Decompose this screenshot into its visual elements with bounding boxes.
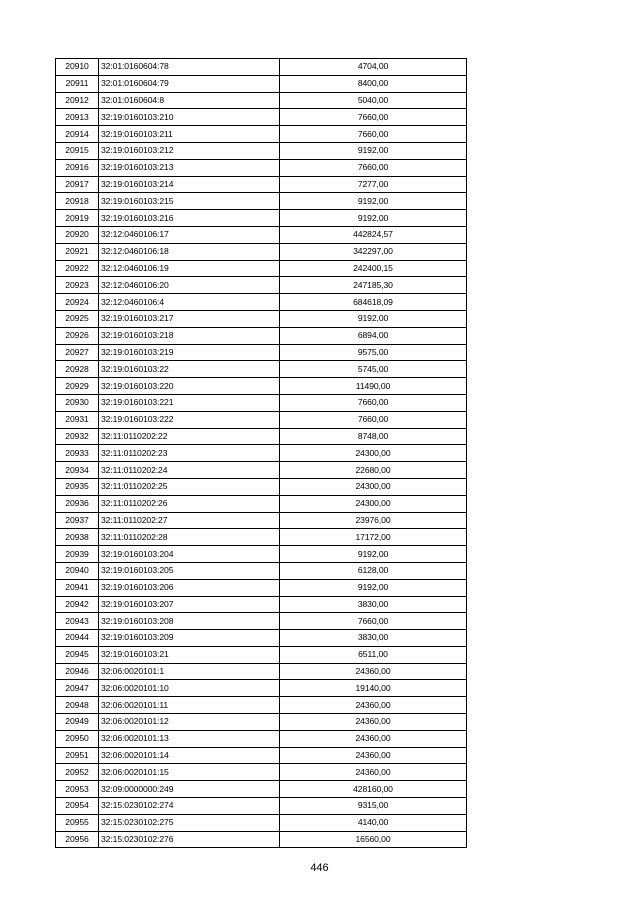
row-number-cell: 20949: [56, 714, 99, 731]
cadastral-value-cell: 7660,00: [280, 126, 467, 143]
table-row: [56, 798, 467, 815]
row-number-cell: 20955: [56, 814, 99, 831]
row-number-cell: 20915: [56, 142, 99, 159]
cadastral-value-cell: 7660,00: [280, 109, 467, 126]
cadastral-number-cell: 32:19:0160103:208: [99, 613, 280, 630]
table-row: [56, 92, 467, 109]
cadastral-value-cell: 7660,00: [280, 411, 467, 428]
cadastral-number-cell: 32:01:0160604:8: [99, 92, 280, 109]
cadastral-value-cell: 8748,00: [280, 428, 467, 445]
table-row: [56, 697, 467, 714]
cadastral-value-cell: 9192,00: [280, 579, 467, 596]
cadastral-number-cell: 32:01:0160604:79: [99, 75, 280, 92]
row-number-cell: 20938: [56, 529, 99, 546]
row-number-cell: 20926: [56, 327, 99, 344]
cadastral-value-cell: 9575,00: [280, 344, 467, 361]
cadastral-number-cell: 32:11:0110202:23: [99, 445, 280, 462]
cadastral-number-cell: 32:19:0160103:210: [99, 109, 280, 126]
cadastral-number-cell: 32:19:0160103:211: [99, 126, 280, 143]
cadastral-number-cell: 32:12:0460106:19: [99, 260, 280, 277]
table-row: [56, 294, 467, 311]
row-number-cell: 20924: [56, 294, 99, 311]
table-row: [56, 714, 467, 731]
row-number-cell: 20935: [56, 478, 99, 495]
cadastral-value-cell: 342297,00: [280, 243, 467, 260]
table-row: [56, 210, 467, 227]
row-number-cell: 20925: [56, 310, 99, 327]
cadastral-value-cell: 11490,00: [280, 378, 467, 395]
row-number-cell: 20944: [56, 630, 99, 647]
cadastral-number-cell: 32:15:0230102:275: [99, 814, 280, 831]
cadastral-value-cell: 8400,00: [280, 75, 467, 92]
cadastral-number-cell: 32:19:0160103:214: [99, 176, 280, 193]
row-number-cell: 20930: [56, 394, 99, 411]
table-row: [56, 176, 467, 193]
row-number-cell: 20928: [56, 361, 99, 378]
cadastral-number-cell: 32:11:0110202:24: [99, 462, 280, 479]
row-number-cell: 20942: [56, 596, 99, 613]
row-number-cell: 20929: [56, 378, 99, 395]
cadastral-number-cell: 32:12:0460106:18: [99, 243, 280, 260]
cadastral-number-cell: 32:19:0160103:209: [99, 630, 280, 647]
row-number-cell: 20923: [56, 277, 99, 294]
table-row: [56, 428, 467, 445]
cadastral-number-cell: 32:09:0000000:249: [99, 781, 280, 798]
row-number-cell: 20913: [56, 109, 99, 126]
table-row: [56, 495, 467, 512]
cadastral-number-cell: 32:06:0020101:15: [99, 764, 280, 781]
table-row: [56, 378, 467, 395]
cadastral-value-cell: 3830,00: [280, 630, 467, 647]
cadastral-number-cell: 32:19:0160103:204: [99, 546, 280, 563]
cadastral-number-cell: 32:19:0160103:216: [99, 210, 280, 227]
row-number-cell: 20932: [56, 428, 99, 445]
cadastral-value-cell: 19140,00: [280, 680, 467, 697]
cadastral-number-cell: 32:15:0230102:276: [99, 831, 280, 848]
cadastral-number-cell: 32:06:0020101:11: [99, 697, 280, 714]
row-number-cell: 20946: [56, 663, 99, 680]
cadastral-value-cell: 3830,00: [280, 596, 467, 613]
table-row: [56, 831, 467, 848]
cadastral-value-cell: 684618,09: [280, 294, 467, 311]
cadastral-number-cell: 32:11:0110202:27: [99, 512, 280, 529]
cadastral-value-cell: 247185,30: [280, 277, 467, 294]
cadastral-value-cell: 9192,00: [280, 546, 467, 563]
row-number-cell: 20941: [56, 579, 99, 596]
cadastral-value-cell: 9192,00: [280, 310, 467, 327]
table-row: [56, 529, 467, 546]
row-number-cell: 20922: [56, 260, 99, 277]
row-number-cell: 20920: [56, 226, 99, 243]
table-row: [56, 546, 467, 563]
table-row: [56, 243, 467, 260]
cadastral-number-cell: 32:19:0160103:220: [99, 378, 280, 395]
cadastral-value-cell: 24300,00: [280, 478, 467, 495]
row-number-cell: 20921: [56, 243, 99, 260]
row-number-cell: 20936: [56, 495, 99, 512]
cadastral-value-cell: 5040,00: [280, 92, 467, 109]
row-number-cell: 20937: [56, 512, 99, 529]
cadastral-number-cell: 32:11:0110202:25: [99, 478, 280, 495]
cadastral-value-cell: 442824,57: [280, 226, 467, 243]
table-row: [56, 159, 467, 176]
row-number-cell: 20927: [56, 344, 99, 361]
table-body: [56, 59, 467, 848]
cadastral-number-cell: 32:15:0230102:274: [99, 798, 280, 815]
row-number-cell: 20910: [56, 59, 99, 76]
cadastral-number-cell: 32:19:0160103:219: [99, 344, 280, 361]
row-number-cell: 20914: [56, 126, 99, 143]
row-number-cell: 20918: [56, 193, 99, 210]
cadastral-number-cell: 32:19:0160103:21: [99, 646, 280, 663]
cadastral-value-cell: 242400,15: [280, 260, 467, 277]
cadastral-value-cell: 16560,00: [280, 831, 467, 848]
cadastral-number-cell: 32:19:0160103:222: [99, 411, 280, 428]
row-number-cell: 20954: [56, 798, 99, 815]
row-number-cell: 20947: [56, 680, 99, 697]
cadastral-value-cell: 24360,00: [280, 714, 467, 731]
cadastral-value-cell: 23976,00: [280, 512, 467, 529]
cadastral-value-cell: 9192,00: [280, 210, 467, 227]
page-number: 446: [310, 862, 329, 874]
cadastral-value-cell: 7660,00: [280, 159, 467, 176]
table-row: [56, 226, 467, 243]
cadastral-value-cell: 428160,00: [280, 781, 467, 798]
cadastral-value-cell: 24360,00: [280, 764, 467, 781]
table-row: [56, 579, 467, 596]
table-row: [56, 310, 467, 327]
cadastral-value-cell: 24360,00: [280, 747, 467, 764]
cadastral-value-cell: 7660,00: [280, 394, 467, 411]
cadastral-number-cell: 32:06:0020101:12: [99, 714, 280, 731]
table-row: [56, 462, 467, 479]
table-row: [56, 142, 467, 159]
table-row: [56, 277, 467, 294]
table-row: [56, 680, 467, 697]
cadastral-value-cell: 24360,00: [280, 663, 467, 680]
row-number-cell: 20939: [56, 546, 99, 563]
table-row: [56, 344, 467, 361]
cadastral-number-cell: 32:06:0020101:10: [99, 680, 280, 697]
cadastral-number-cell: 32:06:0020101:14: [99, 747, 280, 764]
table-row: [56, 630, 467, 647]
row-number-cell: 20934: [56, 462, 99, 479]
cadastral-value-cell: 5745,00: [280, 361, 467, 378]
table-row: [56, 562, 467, 579]
table-row: [56, 109, 467, 126]
cadastral-value-table: [55, 58, 467, 848]
row-number-cell: 20952: [56, 764, 99, 781]
cadastral-value-cell: 6894,00: [280, 327, 467, 344]
table-row: [56, 646, 467, 663]
row-number-cell: 20911: [56, 75, 99, 92]
row-number-cell: 20950: [56, 730, 99, 747]
cadastral-number-cell: 32:11:0110202:28: [99, 529, 280, 546]
table-row: [56, 663, 467, 680]
row-number-cell: 20943: [56, 613, 99, 630]
cadastral-value-cell: 7660,00: [280, 613, 467, 630]
row-number-cell: 20916: [56, 159, 99, 176]
cadastral-value-cell: 22680,00: [280, 462, 467, 479]
table-row: [56, 59, 467, 76]
table-row: [56, 613, 467, 630]
table-row: [56, 596, 467, 613]
table-row: [56, 327, 467, 344]
cadastral-number-cell: 32:19:0160103:217: [99, 310, 280, 327]
cadastral-number-cell: 32:19:0160103:22: [99, 361, 280, 378]
table-row: [56, 193, 467, 210]
cadastral-number-cell: 32:01:0160604:78: [99, 59, 280, 76]
cadastral-number-cell: 32:19:0160103:218: [99, 327, 280, 344]
table-row: [56, 260, 467, 277]
table-row: [56, 814, 467, 831]
row-number-cell: 20933: [56, 445, 99, 462]
cadastral-value-cell: 4140,00: [280, 814, 467, 831]
cadastral-value-cell: 24360,00: [280, 697, 467, 714]
row-number-cell: 20948: [56, 697, 99, 714]
table-row: [56, 764, 467, 781]
cadastral-number-cell: 32:19:0160103:205: [99, 562, 280, 579]
cadastral-number-cell: 32:19:0160103:206: [99, 579, 280, 596]
cadastral-number-cell: 32:06:0020101:13: [99, 730, 280, 747]
row-number-cell: 20912: [56, 92, 99, 109]
table-row: [56, 126, 467, 143]
cadastral-value-cell: 9192,00: [280, 142, 467, 159]
cadastral-number-cell: 32:11:0110202:26: [99, 495, 280, 512]
cadastral-value-cell: 9192,00: [280, 193, 467, 210]
cadastral-number-cell: 32:19:0160103:212: [99, 142, 280, 159]
row-number-cell: 20953: [56, 781, 99, 798]
table-row: [56, 361, 467, 378]
cadastral-number-cell: 32:19:0160103:207: [99, 596, 280, 613]
cadastral-value-cell: 9315,00: [280, 798, 467, 815]
cadastral-number-cell: 32:19:0160103:221: [99, 394, 280, 411]
row-number-cell: 20951: [56, 747, 99, 764]
cadastral-value-cell: 4704,00: [280, 59, 467, 76]
cadastral-value-cell: 6511,00: [280, 646, 467, 663]
cadastral-value-cell: 7277,00: [280, 176, 467, 193]
cadastral-number-cell: 32:12:0460106:20: [99, 277, 280, 294]
row-number-cell: 20940: [56, 562, 99, 579]
row-number-cell: 20945: [56, 646, 99, 663]
cadastral-number-cell: 32:12:0460106:4: [99, 294, 280, 311]
cadastral-value-cell: 6128,00: [280, 562, 467, 579]
cadastral-value-cell: 17172,00: [280, 529, 467, 546]
table-row: [56, 730, 467, 747]
table-row: [56, 512, 467, 529]
cadastral-number-cell: 32:11:0110202:22: [99, 428, 280, 445]
table-row: [56, 445, 467, 462]
cadastral-value-cell: 24300,00: [280, 495, 467, 512]
cadastral-number-cell: 32:19:0160103:213: [99, 159, 280, 176]
cadastral-number-cell: 32:19:0160103:215: [99, 193, 280, 210]
table-row: [56, 394, 467, 411]
row-number-cell: 20931: [56, 411, 99, 428]
cadastral-number-cell: 32:06:0020101:1: [99, 663, 280, 680]
table-row: [56, 478, 467, 495]
table-row: [56, 411, 467, 428]
cadastral-value-cell: 24300,00: [280, 445, 467, 462]
cadastral-number-cell: 32:12:0460106:17: [99, 226, 280, 243]
row-number-cell: 20956: [56, 831, 99, 848]
table-row: [56, 747, 467, 764]
table-row: [56, 75, 467, 92]
cadastral-value-cell: 24360,00: [280, 730, 467, 747]
row-number-cell: 20917: [56, 176, 99, 193]
row-number-cell: 20919: [56, 210, 99, 227]
table-row: [56, 781, 467, 798]
